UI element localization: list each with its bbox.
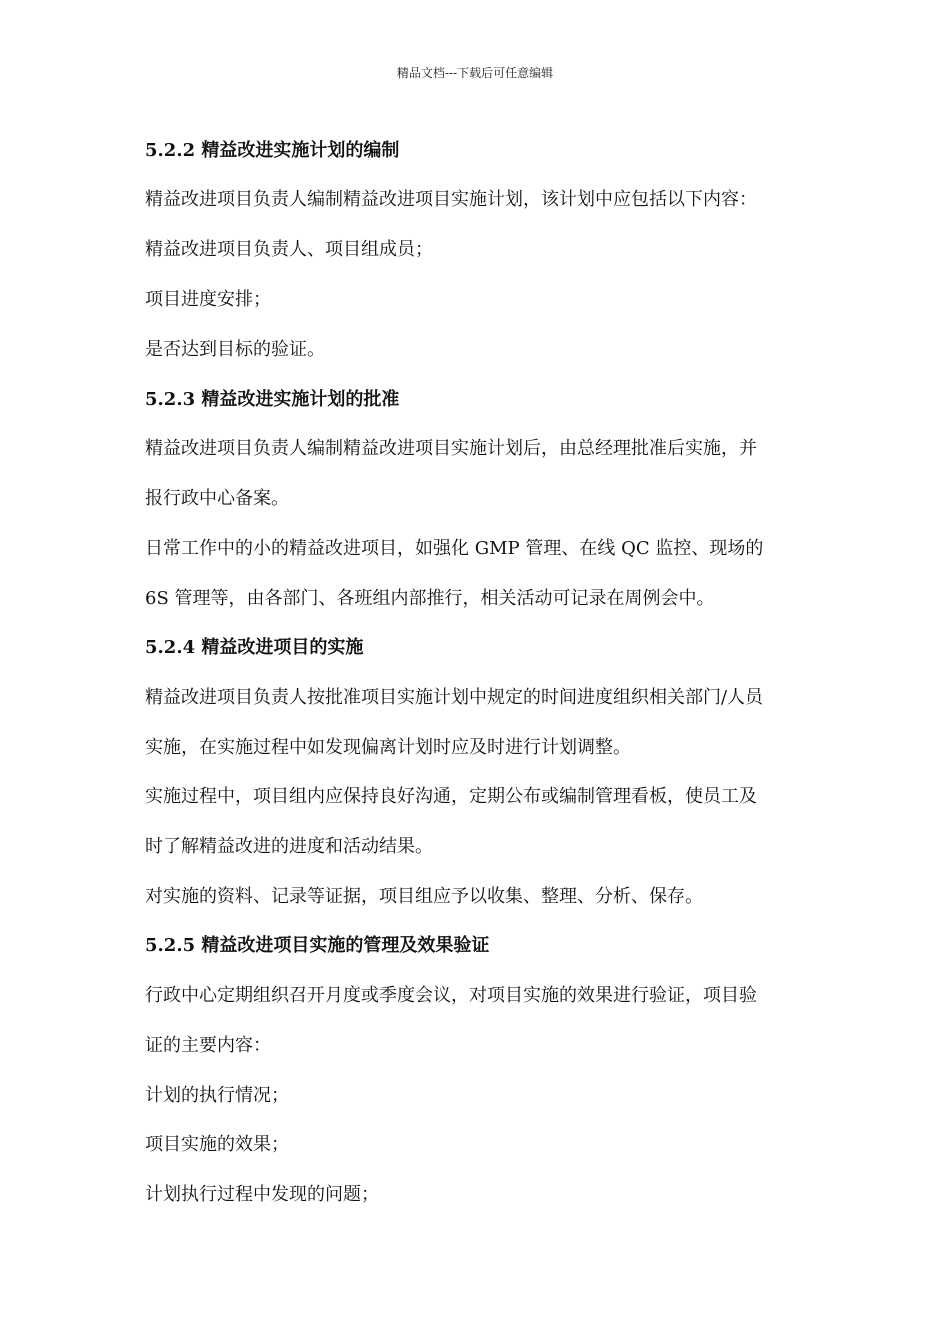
section-heading-5-2-3: 5.2.3 精益改进实施计划的批准 xyxy=(145,389,400,410)
page-header: 精品文档---下载后可任意编辑 xyxy=(396,66,554,80)
paragraph-line: 实施过程中，项目组内应保持良好沟通，定期公布或编制管理看板，使员工及 xyxy=(145,786,757,807)
paragraph-line: 精益改进项目负责人按批准项目实施计划中规定的时间进度组织相关部门/人员 xyxy=(145,687,764,708)
paragraph-line: 报行政中心备案。 xyxy=(145,488,289,509)
paragraph-line: 精益改进项目负责人编制精益改进项目实施计划，该计划中应包括以下内容： xyxy=(145,189,757,210)
paragraph-line: 行政中心定期组织召开月度或季度会议，对项目实施的效果进行验证，项目验 xyxy=(145,985,757,1006)
paragraph-line: 计划执行过程中发现的问题； xyxy=(145,1184,379,1205)
section-heading-5-2-2: 5.2.2 精益改进实施计划的编制 xyxy=(145,140,400,161)
paragraph-line: 项目实施的效果； xyxy=(145,1134,289,1155)
paragraph-line: 精益改进项目负责人编制精益改进项目实施计划后，由总经理批准后实施，并 xyxy=(145,438,757,459)
paragraph-line: 精益改进项目负责人、项目组成员； xyxy=(145,239,433,260)
paragraph-line: 计划的执行情况； xyxy=(145,1085,289,1106)
paragraph-line: 时了解精益改进的进度和活动结果。 xyxy=(145,836,433,857)
section-heading-5-2-4: 5.2.4 精益改进项目的实施 xyxy=(145,637,364,658)
paragraph-line: 实施，在实施过程中如发现偏离计划时应及时进行计划调整。 xyxy=(145,737,631,758)
paragraph-line: 6S 管理等，由各部门、各班组内部推行，相关活动可记录在周例会中。 xyxy=(145,588,715,609)
section-heading-5-2-5: 5.2.5 精益改进项目实施的管理及效果验证 xyxy=(145,935,490,956)
paragraph-line: 日常工作中的小的精益改进项目，如强化 GMP 管理、在线 QC 监控、现场的 xyxy=(145,538,764,559)
paragraph-line: 是否达到目标的验证。 xyxy=(145,339,325,360)
paragraph-line: 项目进度安排； xyxy=(145,289,271,310)
paragraph-line: 证的主要内容： xyxy=(145,1035,271,1056)
paragraph-line: 对实施的资料、记录等证据，项目组应予以收集、整理、分析、保存。 xyxy=(145,886,703,907)
